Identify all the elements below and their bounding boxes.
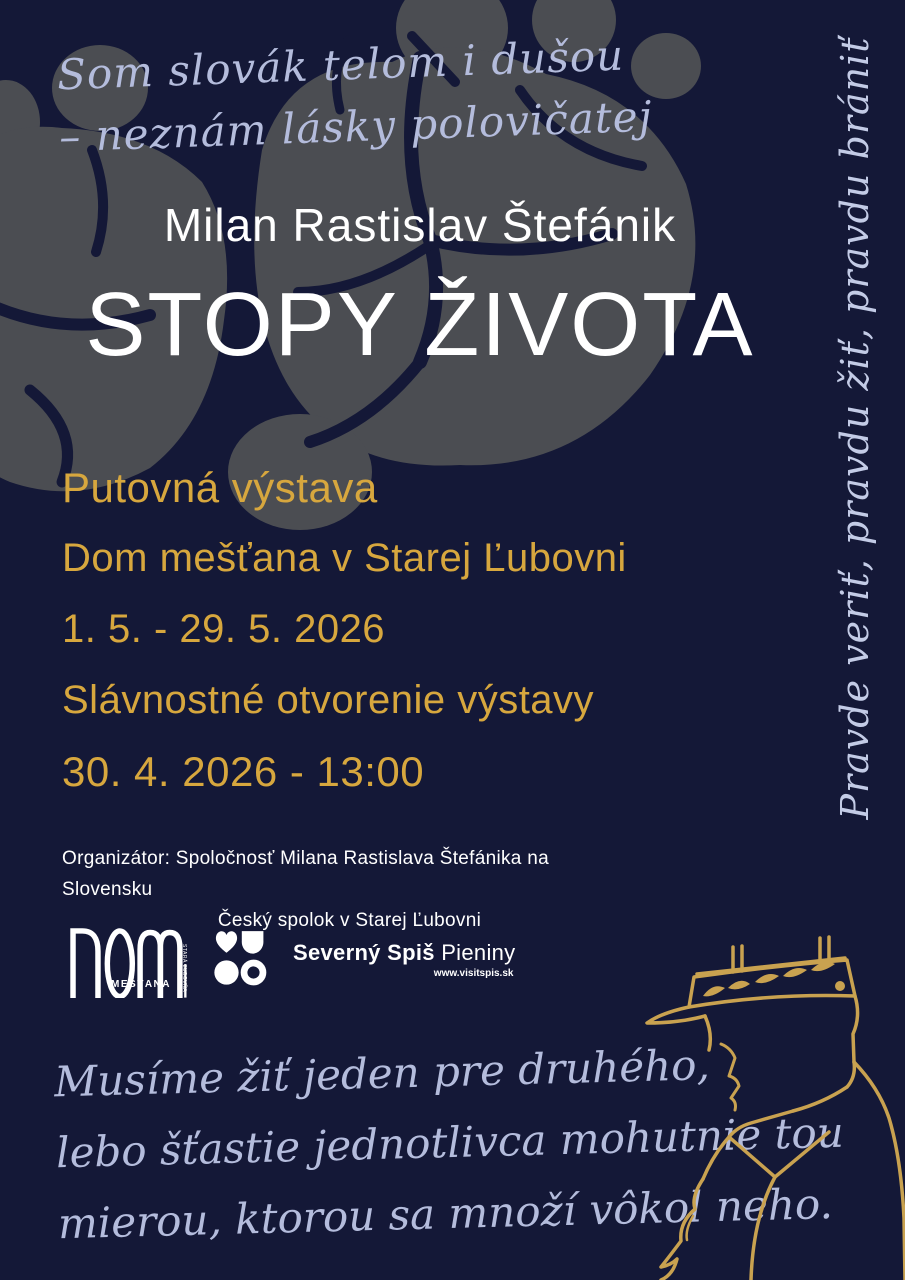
visitspis-name	[293, 940, 515, 966]
event-info	[62, 464, 627, 819]
dom-logo-side-label: STARÁ ĽUBOVŇA	[181, 943, 187, 992]
logos-row	[62, 920, 515, 998]
event-opening-datetime: 30. 4. 2026 - 13:00	[62, 748, 425, 795]
bottom-quote-line2: lebo šťastie jednotlivca mohutnie tou	[55, 1107, 845, 1178]
visitspis-name-regular: Pieniny	[434, 939, 516, 965]
visitspis-name-bold: Severný Spiš	[293, 939, 435, 965]
bottom-quote-line3: mierou, ktorou sa množí vôkol neho.	[57, 1179, 834, 1249]
person-name: Milan Rastislav Štefánik	[163, 199, 677, 251]
event-dates: 1. 5. - 29. 5. 2026	[62, 607, 386, 651]
dom-logo-sublabel: MEŠŤANA	[111, 979, 171, 990]
visitspis-url: www.visitspis.sk	[433, 967, 514, 979]
dom-mestana-logo	[62, 920, 187, 998]
heart-icon	[216, 931, 237, 952]
top-quote-line1: Som slovák telom i dušou	[56, 30, 625, 100]
ring-icon	[244, 963, 263, 982]
stefanik-silhouette-icon	[633, 916, 905, 1280]
top-quote	[56, 24, 654, 169]
event-type: Putovná výstava	[62, 464, 378, 511]
side-quote: Pravde veriť, pravdu žiť, pravdu brániť	[833, 36, 877, 820]
bottom-quote-line1: Musíme žiť jeden pre druhého,	[53, 1040, 711, 1107]
visitspis-wordmark	[293, 940, 515, 979]
top-quote-line2: – neznám lásky polovičatej	[58, 91, 654, 162]
event-venue: Dom mešťana v Starej Ľubovni	[62, 536, 627, 580]
visitspis-logo-icon	[213, 927, 267, 991]
poster-title: STOPY ŽIVOTA	[85, 275, 755, 375]
dot-icon	[214, 960, 238, 984]
event-opening-label: Slávnostné otvorenie výstavy	[62, 678, 595, 722]
organizer-line2: Český spolok v Starej Ľubovni	[217, 910, 482, 931]
shield-icon	[242, 931, 264, 954]
organizer-line1: Organizátor: Spoločnosť Milana Rastislava Štefánika na Slovensku	[62, 848, 549, 900]
